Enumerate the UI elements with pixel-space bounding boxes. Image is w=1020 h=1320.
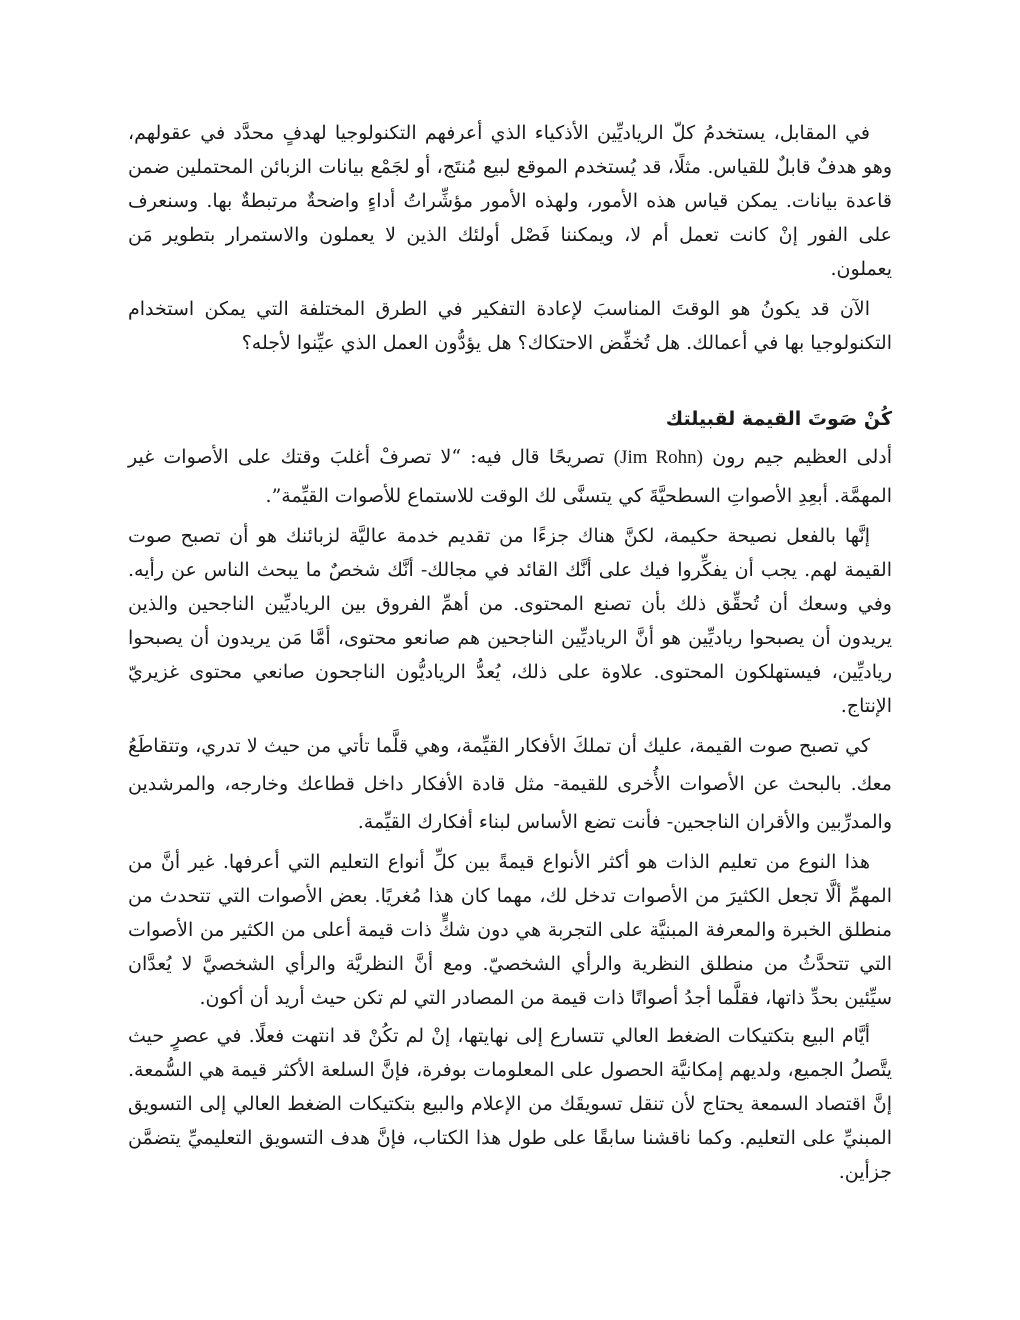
paragraph-rethink-technology: الآن قد يكونُ هو الوقتَ المناسبَ لإعادة التفكير في الطرق المختلفة التي يمكن استخدام التكنولوجيا بها في أعمالك. هل تُخفِّض الاحتكاك؟ هل يؤدُّون العمل الذي عيِّنوا لأجله؟ [128,298,892,354]
paragraph-valuable-ideas: كي تصبح صوت القيمة، عليك أن تملكَ الأفكار القيِّمة، وهي قلَّما تأتي من حيث لا تدري، وتتقاطَعُ معك. بالبحث عن الأصوات الأُخرى للقيمة- مثل قادة الأفكار داخل قطاعك وخارجه، والمرشدين والمدرِّبين والأقران الناجحين- فأنت تضع الأساس لبناء أفكارك القيِّمة. [128,735,892,833]
paragraph-technology-purpose: في المقابل، يستخدمُ كلّ الرياديِّين الأذكياء الذي أعرفهم التكنولوجيا لهدفٍ محدَّد في عقولهم، وهو هدفٌ قابلٌ للقياس. مثلًا، قد يُستخدم الموقع لبيع مُنتَج، أو لجَمْع بيانات الزبائن المحتملين ضمن قاعدة بيانات. يمكن قياس هذه الأمور، ولهذه الأمور مؤشِّراتُ أداءٍ واضحةٌ مرتبطةٌ بها. وسنعرف على الفور إنْ كانت تعمل أم لا، ويمكننا فَصْل أولئك الذين لا يعملون والاستمرار بتطوير مَن يعملون. [128,122,892,280]
paragraph-self-education: هذا النوع من تعليم الذات هو أكثر الأنواع قيمةً بين كلِّ أنواع التعليم التي أعرفها. غير أنَّ من المهمِّ ألَّا تجعل الكثيرَ من الأصوات تدخل لك، مهما كان هذا مُغريًا. بعض الأصوات التي تتحدث من منطلق الخبرة والمعرفة المبنيَّة على التجربة هي دون شكٍّ ذات قيمة أعلى من الكثير من الأصوات التي تتحدَّثُ من منطلق النظرية والرأي الشخصيّ. ومع أنَّ النظريَّة والرأي الشخصيَّ لا يُعدَّان سيِّئين بحدِّ ذاتها، فقلَّما أجدُ أصواتًا ذات قيمة من المصادر التي لم تكن حيث أريد أن أكون. [128,851,892,1009]
document-page [128,116,892,1193]
cutoff-next-line [128,1192,892,1206]
quote-intro-text: أدلى العظيم جيم رون [702,446,892,468]
paragraph-voice-of-value: إنَّها بالفعل نصيحة حكيمة، لكنَّ هناك جزءًا من تقديم خدمة عاليَّة لزبائنك هو أن تصبح صوت القيمة لهم. يجب أن يفكِّروا فيك على أنَّك القائد في مجالك- أنَّك شخصٌ ما يبحث الناس عن رأيه. وفي وسعك أن تُحقِّق ذلك بأن تصنع المحتوى. من أهمِّ الفروق بين الرياديِّين الناجحين والذين يريدون أن يصبحوا رياديِّين هو أنَّ الرياديِّين الناجحين هم صانعو محتوى، أمَّا مَن يريدون أن يصبحوا رياديِّين، فيستهلكون المحتوى. علاوة على ذلك، يُعدُّ الرياديُّون الناجحون صانعي محتوى غزيريّ الإنتاج. [128,525,892,717]
section-heading: كُنْ صَوتَ القيمة لقبيلتك [665,408,892,430]
paragraph-reputation-economy: أيَّام البيع بتكتيكات الضغط العالي تتسارع إلى نهايتها، إنْ لم تكُنْ قد انتهت فعلًا. في عصرٍ حيث يتَّصلُ الجميع، ولديهم إمكانيَّة الحصول على المعلومات بوفرة، فإنَّ السلعة الأكثر قيمة هي السُّمعة. إنَّ اقتصاد السمعة يحتاج لأن تنقل تسويقَك من الإعلام والبيع بتكتيكات الضغط العالي إلى التسويق المبنيِّ على التعليم. وكما ناقشنا سابقًا على طول هذا الكتاب، فإنَّ هدف التسويق التعليميِّ يتضمَّن جزأين. [128,1025,892,1183]
quoted-person-name: (Jim Rohn) [613,447,703,468]
quote-text: تصريحًا قال فيه: “لا تصرفْ أغلبَ وقتك على الأصوات غير المهمَّة. أبعِدِ الأصواتِ السطحيَّةَ كي يتسنَّى لك الوقت للاستماع للأصوات القيِّمة”. [128,446,892,507]
paragraph-jim-rohn-quote [128,438,892,515]
